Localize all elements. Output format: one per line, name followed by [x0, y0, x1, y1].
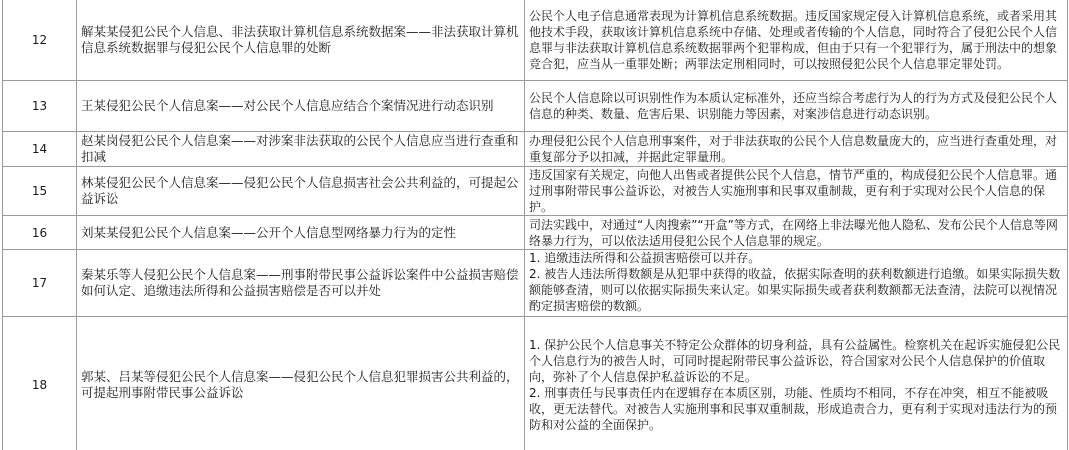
case-title: 刘某某侵犯公民个人信息案——公开个人信息型网络暴力行为的定性 [81, 224, 457, 240]
case-title: 解某某侵犯公民个人信息、非法获取计算机信息系统数据案——非法获取计算机信息系统数据罪与侵犯公民个人信息罪的处断 [81, 23, 519, 55]
key-point-cell [525, 317, 1068, 450]
case-title-cell [77, 250, 525, 317]
key-point-item: 1. 追缴违法所得和公益损害赔偿可以并存。 [529, 251, 761, 265]
case-title: 郭某、吕某等侵犯公民个人信息案——侵犯公民个人信息犯罪损害公共利益的，可提起刑事附带民事公益诉讼 [81, 368, 519, 400]
key-point-text: 违反国家有关规定，向他人出售或者提供公民个人信息，情节严重的，构成侵犯公民个人信息罪。通过刑事附带民事公益诉讼，对被告人实施刑事和民事双重制裁，更有利于实现对公民个人信息的保护。 [529, 168, 1058, 214]
key-point-cell [525, 250, 1068, 317]
table-row [3, 167, 1068, 216]
key-point-cell [525, 81, 1068, 132]
key-point-item: 1. 保护公民个人信息事关不特定公众群体的切身利益，具有公益属性。检察机关在起诉实施侵犯公民个人信息行为的被告人时，可同时提起附带民事公益诉讼，符合国家对公民个人信息保护的价值取向，弥补了个人信息保护私益诉讼的不足。 [529, 337, 1061, 384]
case-title-cell [77, 317, 525, 450]
row-number: 14 [3, 132, 77, 167]
row-number: 13 [3, 81, 77, 132]
key-point-item: 2. 刑事责任与民事责任内在逻辑存在本质区别，功能、性质均不相同，不存在冲突，相互不能被吸收，更无法替代。对被告人实施刑事和民事双重制裁，形成追责合力，更有利于实现对违法行为的预防和对公益的全面保护。 [529, 385, 1058, 432]
case-title-cell [77, 81, 525, 132]
case-title: 林某侵犯公民个人信息案——侵犯公民个人信息损害社会公共利益的，可提起公益诉讼 [81, 175, 519, 206]
table-row [3, 250, 1068, 317]
case-title-cell [77, 0, 525, 81]
table-row [3, 216, 1068, 250]
key-point-item: 2. 被告人违法所得数额是从犯罪中获得的收益，依据实际查明的获利数额进行追缴。如果实际损失数额能够查清，则可以依据实际损失来认定。如果实际损失或者获利数额都无法查清，法院可以视情况酌定损害赔偿的数额。 [529, 267, 1061, 313]
case-title: 王某侵犯公民个人信息案——对公民个人信息应结合个案情况进行动态识别 [81, 98, 494, 113]
row-number: 15 [3, 167, 77, 216]
table-row [3, 0, 1068, 81]
case-title-cell [77, 132, 525, 167]
case-title-cell [77, 216, 525, 250]
key-point-text: 公民个人信息除以可识别性作为本质认定标准外，还应当综合考虑行为人的行为方式及侵犯公民个人信息的种类、数量、危害后果、识别能力等因素，对案涉信息进行动态识别。 [529, 91, 1058, 121]
table-row [3, 132, 1068, 167]
key-point-cell [525, 0, 1068, 81]
case-title-cell [77, 167, 525, 216]
case-title: 赵某岗侵犯公民个人信息案——对涉案非法获取的公民个人信息应当进行查重和扣减 [81, 133, 519, 164]
key-point-cell [525, 216, 1068, 250]
key-point-text: 办理侵犯公民个人信息刑事案件，对于非法获取的公民个人信息数量庞大的，应当进行查重处理，对重复部分予以扣减，并据此定罪量刑。 [529, 134, 1058, 164]
case-title: 秦某乐等人侵犯公民个人信息案——刑事附带民事公益诉讼案件中公益损害赔偿如何认定、追缴违法所得和公益损害赔偿是否可以并处 [81, 267, 519, 298]
case-table [2, 0, 1068, 450]
key-point-text: 公民个人电子信息通常表现为计算机信息系统数据。违反国家规定侵入计算机信息系统，或者采用其他技术手段，获取该计算机信息系统中存储、处理或者传输的个人信息，同时符合了侵犯公民个人信息罪与非法获取计算机信息系统数据罪两个犯罪构成，但由于只有一个犯罪行为，属于刑法中的想象竞合犯，应当从一重罪处断；两罪法定刑相同时，可以按照侵犯公民个人信息罪定罪处罚。 [529, 8, 1058, 71]
row-number: 18 [3, 317, 77, 450]
row-number: 17 [3, 250, 77, 317]
table-row [3, 81, 1068, 132]
row-number: 16 [3, 216, 77, 250]
key-point-text: 司法实践中，对通过“人肉搜索”“开盒”等方式，在网络上非法曝光他人隐私、发布公民个人信息等网络暴力行为，可以依法适用侵犯公民个人信息罪的规定。 [529, 217, 1058, 248]
table-row [3, 317, 1068, 450]
row-number: 12 [3, 0, 77, 81]
key-point-cell [525, 167, 1068, 216]
key-point-cell [525, 132, 1068, 167]
